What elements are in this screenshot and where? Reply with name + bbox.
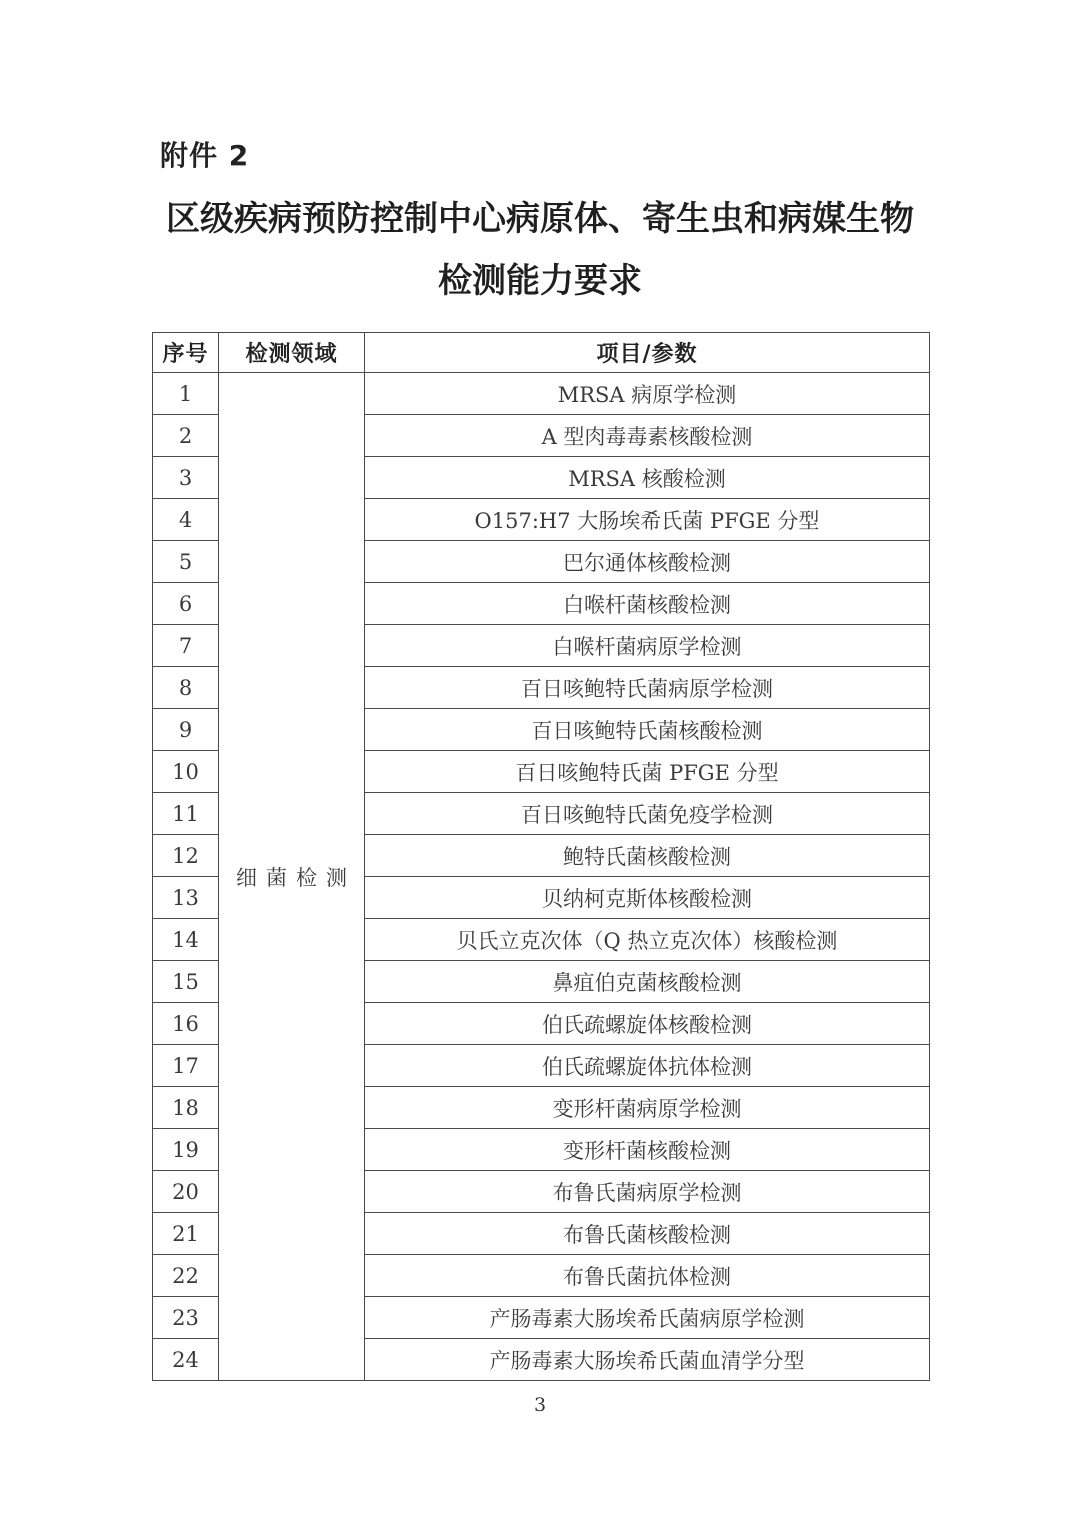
header-cell-field: 检测领域 bbox=[219, 333, 365, 373]
row-number-cell: 1 bbox=[153, 373, 219, 415]
item-parameter-cell: 布鲁氏菌抗体检测 bbox=[365, 1255, 930, 1297]
item-parameter-cell: 百日咳鲍特氏菌 PFGE 分型 bbox=[365, 751, 930, 793]
row-number-cell: 19 bbox=[153, 1129, 219, 1171]
row-number-cell: 10 bbox=[153, 751, 219, 793]
row-number-cell: 7 bbox=[153, 625, 219, 667]
page-number: 3 bbox=[533, 1394, 547, 1416]
row-number-cell: 11 bbox=[153, 793, 219, 835]
item-parameter-cell: 产肠毒素大肠埃希氏菌病原学检测 bbox=[365, 1297, 930, 1339]
item-parameter-cell: 鲍特氏菌核酸检测 bbox=[365, 835, 930, 877]
item-parameter-cell: 变形杆菌核酸检测 bbox=[365, 1129, 930, 1171]
detection-capability-table bbox=[152, 332, 930, 1381]
row-number-cell: 21 bbox=[153, 1213, 219, 1255]
row-number-cell: 16 bbox=[153, 1003, 219, 1045]
row-number-cell: 17 bbox=[153, 1045, 219, 1087]
row-number-cell: 13 bbox=[153, 877, 219, 919]
table-header bbox=[153, 333, 930, 373]
row-number-cell: 8 bbox=[153, 667, 219, 709]
row-number-cell: 22 bbox=[153, 1255, 219, 1297]
row-number-cell: 18 bbox=[153, 1087, 219, 1129]
row-number-cell: 24 bbox=[153, 1339, 219, 1381]
document-title-line2: 检测能力要求 bbox=[438, 261, 642, 301]
row-number-cell: 3 bbox=[153, 457, 219, 499]
table-body bbox=[153, 373, 930, 1381]
row-number-cell: 6 bbox=[153, 583, 219, 625]
row-number-cell: 9 bbox=[153, 709, 219, 751]
row-number-cell: 14 bbox=[153, 919, 219, 961]
item-parameter-cell: 巴尔通体核酸检测 bbox=[365, 541, 930, 583]
row-number-cell: 20 bbox=[153, 1171, 219, 1213]
row-number-cell: 2 bbox=[153, 415, 219, 457]
row-number-cell: 12 bbox=[153, 835, 219, 877]
row-number-cell: 4 bbox=[153, 499, 219, 541]
item-parameter-cell: MRSA 核酸检测 bbox=[365, 457, 930, 499]
item-parameter-cell: 白喉杆菌核酸检测 bbox=[365, 583, 930, 625]
item-parameter-cell: 贝氏立克次体（Q 热立克次体）核酸检测 bbox=[365, 919, 930, 961]
item-parameter-cell: 伯氏疏螺旋体抗体检测 bbox=[365, 1045, 930, 1087]
row-number-cell: 15 bbox=[153, 961, 219, 1003]
row-number-cell: 5 bbox=[153, 541, 219, 583]
row-number-cell: 23 bbox=[153, 1297, 219, 1339]
attachment-label: 附件 2 bbox=[160, 139, 250, 172]
table-row bbox=[153, 373, 930, 415]
item-parameter-cell: 伯氏疏螺旋体核酸检测 bbox=[365, 1003, 930, 1045]
item-parameter-cell: 布鲁氏菌病原学检测 bbox=[365, 1171, 930, 1213]
item-parameter-cell: A 型肉毒毒素核酸检测 bbox=[365, 415, 930, 457]
item-parameter-cell: MRSA 病原学检测 bbox=[365, 373, 930, 415]
document-title-line1: 区级疾病预防控制中心病原体、寄生虫和病媒生物 bbox=[166, 199, 914, 239]
detection-field-cell: 细菌检测 bbox=[219, 373, 365, 1381]
item-parameter-cell: 百日咳鲍特氏菌病原学检测 bbox=[365, 667, 930, 709]
item-parameter-cell: 百日咳鲍特氏菌免疫学检测 bbox=[365, 793, 930, 835]
item-parameter-cell: 鼻疽伯克菌核酸检测 bbox=[365, 961, 930, 1003]
item-parameter-cell: O157:H7 大肠埃希氏菌 PFGE 分型 bbox=[365, 499, 930, 541]
item-parameter-cell: 白喉杆菌病原学检测 bbox=[365, 625, 930, 667]
item-parameter-cell: 百日咳鲍特氏菌核酸检测 bbox=[365, 709, 930, 751]
item-parameter-cell: 贝纳柯克斯体核酸检测 bbox=[365, 877, 930, 919]
item-parameter-cell: 变形杆菌病原学检测 bbox=[365, 1087, 930, 1129]
header-cell-item: 项目/参数 bbox=[365, 333, 930, 373]
document-title bbox=[0, 188, 1080, 312]
item-parameter-cell: 布鲁氏菌核酸检测 bbox=[365, 1213, 930, 1255]
header-cell-number: 序号 bbox=[153, 333, 219, 373]
item-parameter-cell: 产肠毒素大肠埃希氏菌血清学分型 bbox=[365, 1339, 930, 1381]
